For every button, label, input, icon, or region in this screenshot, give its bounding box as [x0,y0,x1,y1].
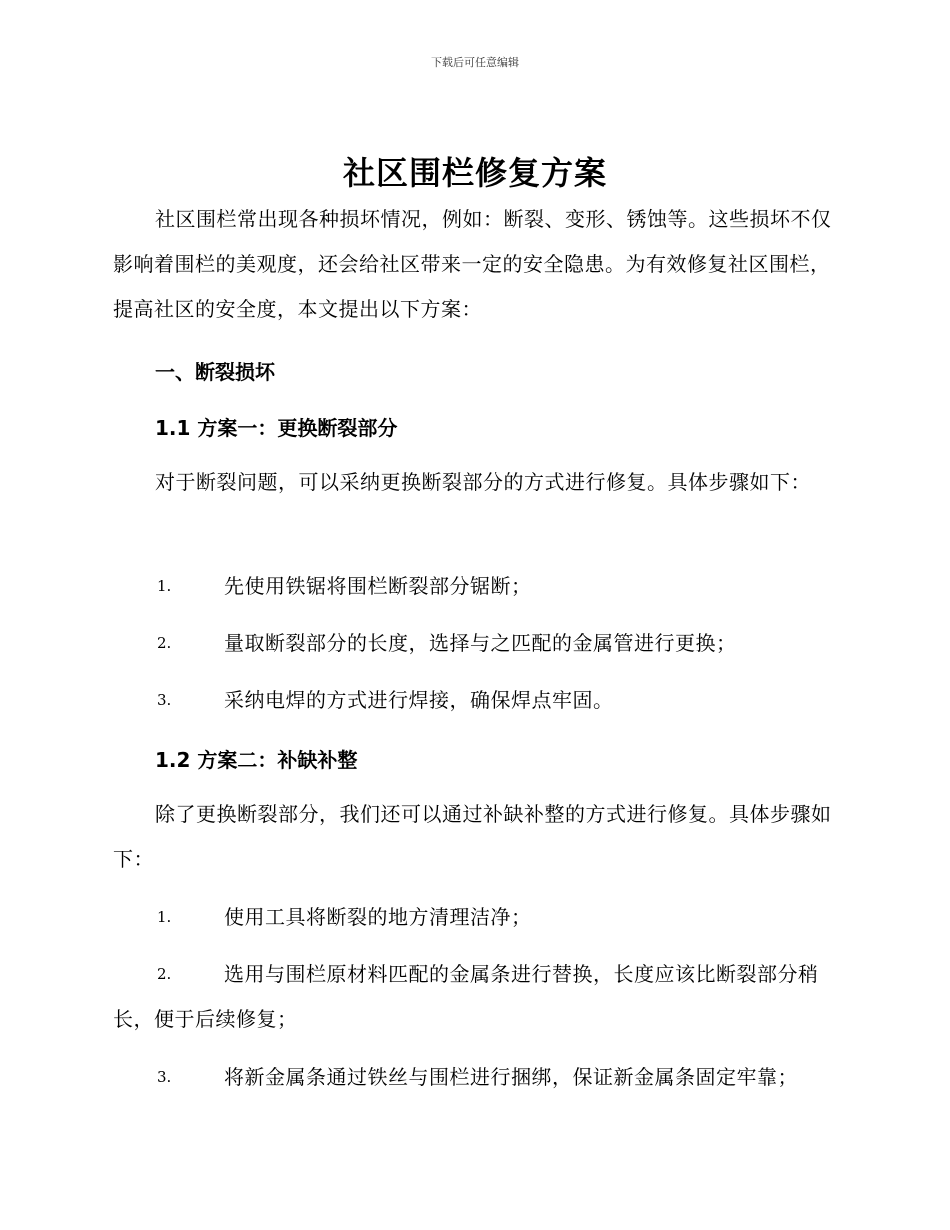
subsection-1-2-intro: 除了更换断裂部分，我们还可以通过补缺补整的方式进行修复。具体步骤如下： [113,802,832,871]
page-header-note: 下载后可任意编辑 [431,56,519,69]
list-item [113,678,833,723]
list-text: 先使用铁锯将围栏断裂部分锯断； [224,574,532,598]
section-heading-fracture: 一、断裂损坏 [155,360,275,384]
list-number: 1. [157,577,172,595]
list-number: 2. [157,634,172,652]
subsection-1-1-intro: 对于断裂问题，可以采纳更换断裂部分的方式进行修复。具体步骤如下： [155,470,811,494]
list-item [113,895,833,940]
list-item [113,1055,833,1100]
list-number: 2. [157,965,172,983]
list-number: 3. [157,691,172,709]
subsection-heading-1-1: 1.1 方案一：更换断裂部分 [155,416,398,440]
subsection-heading-1-2: 1.2 方案二：补缺补整 [155,748,358,772]
list-item [113,952,833,1042]
list-item [113,564,833,609]
list-text: 量取断裂部分的长度，选择与之匹配的金属管进行更换； [224,631,737,655]
list-text: 采纳电焊的方式进行焊接，确保焊点牢固。 [224,688,614,712]
list-text: 选用与围栏原材料匹配的金属条进行替换，长度应该比断裂部分稍长，便于后续修复； [113,962,819,1031]
document-title: 社区围栏修复方案 [342,154,607,192]
list-text: 使用工具将断裂的地方清理洁净； [224,905,532,929]
list-item [113,621,833,666]
intro-paragraph: 社区围栏常出现各种损坏情况，例如：断裂、变形、锈蚀等。这些损坏不仅影响着围栏的美观度，还会给社区带来一定的安全隐患。为有效修复社区围栏，提高社区的安全度，本文提出以下方案： [113,207,832,321]
list-number: 3. [157,1068,172,1086]
list-number: 1. [157,908,172,926]
list-text: 将新金属条通过铁丝与围栏进行捆绑，保证新金属条固定牢靠； [224,1065,798,1089]
